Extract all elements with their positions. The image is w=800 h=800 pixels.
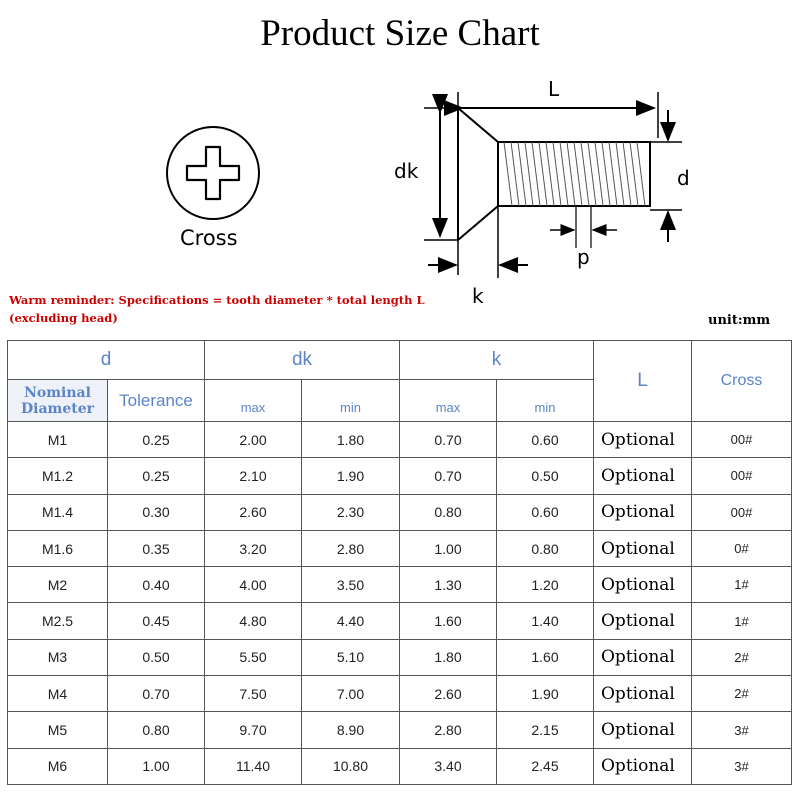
cell-nominal-diameter: M1.6 xyxy=(8,530,108,566)
cell-tolerance: 0.40 xyxy=(108,567,205,603)
cell-nominal-diameter: M4 xyxy=(8,676,108,712)
cell-dk-max: 5.50 xyxy=(205,639,302,675)
cell-nominal-diameter: M5 xyxy=(8,712,108,748)
table-row xyxy=(8,494,792,530)
size-chart-table xyxy=(7,340,792,785)
cell-k-max: 1.80 xyxy=(400,639,497,675)
header-tolerance: Tolerance xyxy=(108,380,205,422)
cell-length: Optional xyxy=(594,530,692,566)
cell-cross-size: 00# xyxy=(692,494,792,530)
cell-length: Optional xyxy=(594,748,692,784)
cell-nominal-diameter: M1 xyxy=(8,422,108,458)
cell-length: Optional xyxy=(594,676,692,712)
cell-cross-size: 1# xyxy=(692,603,792,639)
cell-length: Optional xyxy=(594,639,692,675)
header-row-1 xyxy=(8,341,792,380)
cell-dk-max: 3.20 xyxy=(205,530,302,566)
header-L: L xyxy=(594,341,692,422)
cell-dk-min: 2.30 xyxy=(302,494,400,530)
header-k-max: max xyxy=(400,380,497,422)
cell-k-min: 0.60 xyxy=(497,494,594,530)
cell-dk-min: 2.80 xyxy=(302,530,400,566)
page-title: Product Size Chart xyxy=(260,13,540,54)
cell-dk-max: 4.80 xyxy=(205,603,302,639)
header-d: d xyxy=(8,341,205,380)
table-row xyxy=(8,458,792,494)
cell-nominal-diameter: M6 xyxy=(8,748,108,784)
header-dk-max: max xyxy=(205,380,302,422)
cell-k-max: 1.00 xyxy=(400,530,497,566)
table-row xyxy=(8,748,792,784)
cell-k-min: 1.90 xyxy=(497,676,594,712)
cell-length: Optional xyxy=(594,712,692,748)
table-row xyxy=(8,603,792,639)
cell-tolerance: 0.25 xyxy=(108,422,205,458)
table-row xyxy=(8,712,792,748)
header-dk: dk xyxy=(205,341,400,380)
cell-k-min: 1.60 xyxy=(497,639,594,675)
cell-k-min: 0.60 xyxy=(497,422,594,458)
dim-label-p: p xyxy=(577,245,590,269)
cell-dk-min: 8.90 xyxy=(302,712,400,748)
cell-k-min: 1.20 xyxy=(497,567,594,603)
cell-nominal-diameter: M1.4 xyxy=(8,494,108,530)
cell-dk-max: 4.00 xyxy=(205,567,302,603)
cell-cross-size: 3# xyxy=(692,748,792,784)
phillips-cross-icon xyxy=(150,118,280,228)
dim-label-k: k xyxy=(472,284,484,308)
cell-dk-max: 2.10 xyxy=(205,458,302,494)
head-type-illustration xyxy=(150,118,280,233)
cell-cross-size: 3# xyxy=(692,712,792,748)
table-row xyxy=(8,422,792,458)
dim-label-L: L xyxy=(548,77,560,101)
cell-cross-size: 0# xyxy=(692,530,792,566)
header-cross: Cross xyxy=(692,341,792,422)
countersunk-screw-drawing xyxy=(380,70,710,315)
cell-k-min: 2.15 xyxy=(497,712,594,748)
cell-dk-max: 11.40 xyxy=(205,748,302,784)
cell-dk-max: 2.00 xyxy=(205,422,302,458)
cell-k-max: 3.40 xyxy=(400,748,497,784)
cell-k-max: 2.60 xyxy=(400,676,497,712)
cell-k-max: 2.80 xyxy=(400,712,497,748)
cell-tolerance: 0.25 xyxy=(108,458,205,494)
cell-cross-size: 2# xyxy=(692,676,792,712)
cell-k-max: 1.60 xyxy=(400,603,497,639)
cell-k-max: 1.30 xyxy=(400,567,497,603)
dim-label-dk: dk xyxy=(394,159,419,183)
header-dk-min: min xyxy=(302,380,400,422)
cell-length: Optional xyxy=(594,494,692,530)
header-k: k xyxy=(400,341,594,380)
dim-label-d: d xyxy=(677,166,690,190)
header-nominal-diameter: Nominal Diameter xyxy=(8,380,108,422)
cell-k-max: 0.70 xyxy=(400,422,497,458)
cell-length: Optional xyxy=(594,603,692,639)
cell-cross-size: 00# xyxy=(692,422,792,458)
cell-k-min: 1.40 xyxy=(497,603,594,639)
cell-tolerance: 0.70 xyxy=(108,676,205,712)
cell-length: Optional xyxy=(594,567,692,603)
cell-tolerance: 1.00 xyxy=(108,748,205,784)
cell-cross-size: 00# xyxy=(692,458,792,494)
cell-dk-min: 1.90 xyxy=(302,458,400,494)
cell-k-min: 0.80 xyxy=(497,530,594,566)
table-row xyxy=(8,676,792,712)
cell-dk-min: 10.80 xyxy=(302,748,400,784)
cell-cross-size: 1# xyxy=(692,567,792,603)
cell-dk-max: 2.60 xyxy=(205,494,302,530)
cell-tolerance: 0.45 xyxy=(108,603,205,639)
cell-dk-min: 5.10 xyxy=(302,639,400,675)
cell-tolerance: 0.35 xyxy=(108,530,205,566)
cell-nominal-diameter: M3 xyxy=(8,639,108,675)
cell-dk-min: 4.40 xyxy=(302,603,400,639)
cell-k-max: 0.80 xyxy=(400,494,497,530)
unit-label: unit:mm xyxy=(708,313,771,328)
cell-dk-min: 7.00 xyxy=(302,676,400,712)
cell-tolerance: 0.80 xyxy=(108,712,205,748)
cell-dk-max: 9.70 xyxy=(205,712,302,748)
table-row xyxy=(8,567,792,603)
cell-dk-max: 7.50 xyxy=(205,676,302,712)
table-row xyxy=(8,639,792,675)
cell-nominal-diameter: M2 xyxy=(8,567,108,603)
warm-reminder-note: Warm reminder: Specifications = tooth diameter * total length L (excluding head) xyxy=(9,293,425,325)
cell-tolerance: 0.50 xyxy=(108,639,205,675)
cell-cross-size: 2# xyxy=(692,639,792,675)
head-type-label: Cross xyxy=(180,226,238,250)
table-row xyxy=(8,530,792,566)
cell-dk-min: 1.80 xyxy=(302,422,400,458)
cell-tolerance: 0.30 xyxy=(108,494,205,530)
cell-k-max: 0.70 xyxy=(400,458,497,494)
cell-nominal-diameter: M2.5 xyxy=(8,603,108,639)
cell-length: Optional xyxy=(594,458,692,494)
header-k-min: min xyxy=(497,380,594,422)
cell-dk-min: 3.50 xyxy=(302,567,400,603)
cell-nominal-diameter: M1.2 xyxy=(8,458,108,494)
cell-length: Optional xyxy=(594,422,692,458)
cell-k-min: 2.45 xyxy=(497,748,594,784)
cell-k-min: 0.50 xyxy=(497,458,594,494)
